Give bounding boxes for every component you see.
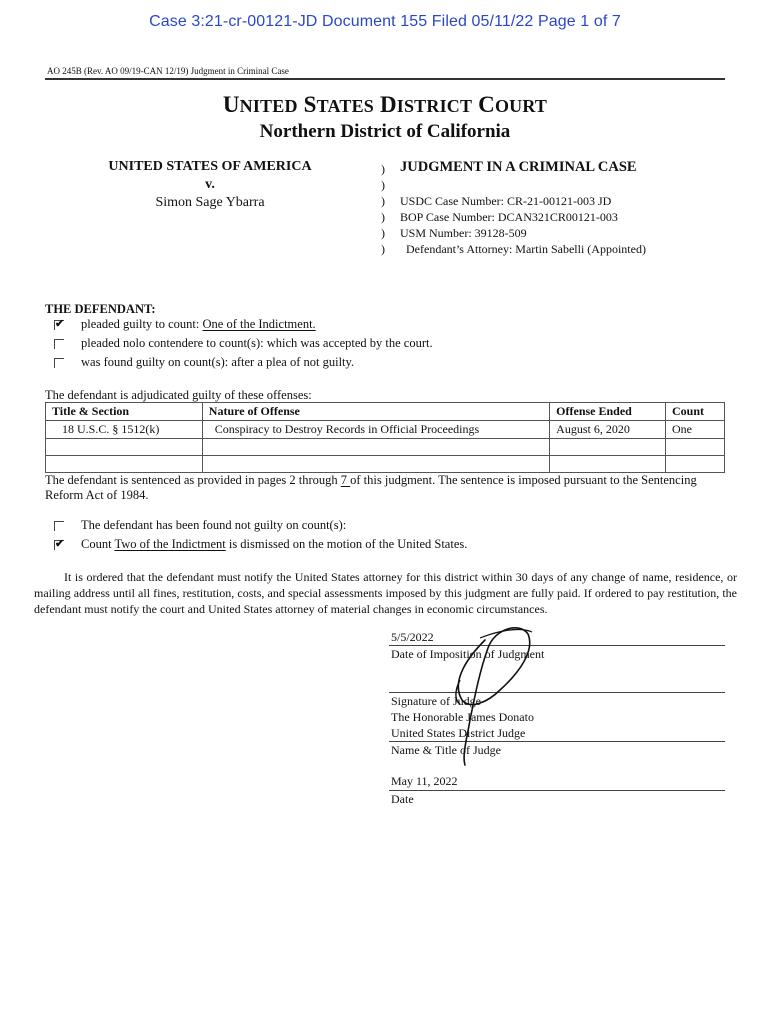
header-rule bbox=[45, 78, 725, 80]
name-title-label: Name & Title of Judge bbox=[391, 743, 501, 757]
table-row bbox=[46, 421, 725, 439]
signature-label: Signature of Judge bbox=[391, 694, 481, 708]
found-guilty-checkbox[interactable] bbox=[54, 358, 64, 368]
signed-date-label: Date bbox=[391, 792, 414, 806]
offenses-table bbox=[45, 402, 725, 473]
signed-date-value: May 11, 2022 bbox=[391, 774, 458, 788]
judge-signature-icon bbox=[440, 620, 550, 770]
defendant-heading: THE DEFENDANT: bbox=[45, 302, 156, 316]
date-imposition-value: 5/5/2022 bbox=[391, 630, 434, 644]
court-district: Northern District of California bbox=[259, 121, 511, 142]
table-row bbox=[46, 439, 725, 456]
plea-guilty-text: pleaded guilty to count: One of the Indictment. bbox=[81, 317, 316, 331]
versus-label: v. bbox=[205, 177, 215, 192]
plaintiff-name: UNITED STATES OF AMERICA bbox=[108, 159, 312, 174]
offenses-header-row bbox=[46, 403, 725, 421]
sentence-line: The defendant is sentenced as provided in pages 2 through 7 of this judgment. The sentence is imposed pursuant to the Sentencing bbox=[45, 473, 697, 487]
cell-count: One bbox=[666, 421, 725, 439]
header-count: Count bbox=[666, 403, 725, 421]
dismissed-text: Count Two of the Indictment is dismissed on the motion of the United States. bbox=[81, 537, 468, 551]
order-paragraph: It is ordered that the defendant must notify the United States attorney for this district within 30 days of any change of name, residence, or mailing address until all fines, restitution, costs, and special assessments imposed by this judgment are fully paid. If ordered to pay restitution, the defendant must notify the court and United States attorney of material changes in economic circumstances. bbox=[34, 570, 737, 616]
header-title-section: Title & Section bbox=[46, 403, 203, 421]
defendant-name: Simon Sage Ybarra bbox=[155, 195, 265, 210]
dismissed-checkbox[interactable]: ✔ bbox=[55, 538, 65, 550]
defendant-attorney: Defendant’s Attorney: Martin Sabelli (Appointed) bbox=[406, 242, 646, 256]
plea-nolo-text: pleaded nolo contendere to count(s): which was accepted by the court. bbox=[81, 336, 433, 350]
header-nature: Nature of Offense bbox=[202, 403, 549, 421]
caption-divider: ) ) ) ) ) ) bbox=[381, 162, 385, 256]
not-guilty-text: The defendant has been found not guilty on count(s): bbox=[81, 518, 347, 532]
cell-nature: Conspiracy to Destroy Records in Official Proceedings bbox=[202, 421, 549, 439]
not-guilty-checkbox[interactable] bbox=[54, 521, 64, 531]
found-guilty-text: was found guilty on count(s): after a plea of not guilty. bbox=[81, 355, 355, 369]
cell-title-section: 18 U.S.C. § 1512(k) bbox=[46, 421, 203, 439]
date-imposition-label: Date of Imposition of Judgment bbox=[391, 647, 545, 661]
sentence-line-2: Reform Act of 1984. bbox=[45, 488, 149, 502]
header-offense-ended: Offense Ended bbox=[550, 403, 666, 421]
plea-guilty-checkbox[interactable]: ✔ bbox=[55, 318, 65, 330]
usm-number: USM Number: 39128-509 bbox=[400, 226, 527, 240]
judge-name: The Honorable James Donato bbox=[391, 710, 534, 724]
offenses-intro: The defendant is adjudicated guilty of these offenses: bbox=[45, 388, 312, 402]
judgment-title: JUDGMENT IN A CRIMINAL CASE bbox=[400, 159, 637, 175]
court-title: UNITED STATES DISTRICT COURT bbox=[222, 92, 548, 117]
filing-stamp: Case 3:21-cr-00121-JD Document 155 Filed 05/11/22 Page 1 of 7 bbox=[149, 13, 621, 30]
form-identifier: AO 245B (Rev. AO 09/19-CAN 12/19) Judgment in Criminal Case bbox=[47, 66, 289, 76]
judge-title: United States District Judge bbox=[391, 726, 526, 740]
cell-offense-ended: August 6, 2020 bbox=[550, 421, 666, 439]
signed-date-line bbox=[389, 790, 725, 791]
table-row bbox=[46, 456, 725, 473]
usdc-case-number: USDC Case Number: CR-21-00121-003 JD bbox=[400, 194, 612, 208]
plea-nolo-checkbox[interactable] bbox=[54, 339, 64, 349]
bop-case-number: BOP Case Number: DCAN321CR00121-003 bbox=[400, 210, 618, 224]
